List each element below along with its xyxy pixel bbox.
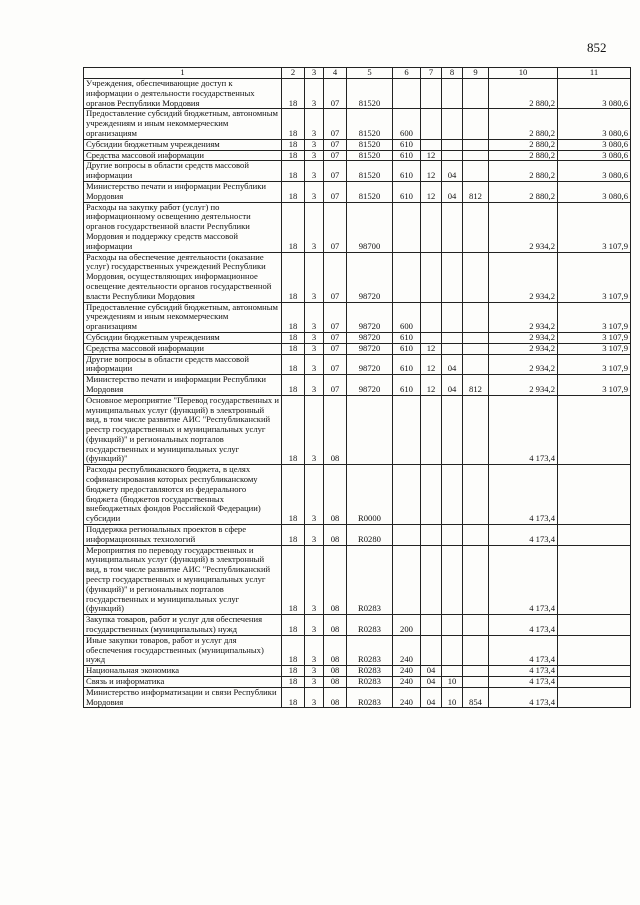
amount-2020-cell xyxy=(558,395,631,465)
amount-2019-cell: 4 173,4 xyxy=(489,545,558,615)
item-name-cell: Учреждения, обеспечивающие доступ к информации о деятельности государственных органов Республики Мордовия xyxy=(84,79,282,109)
item-name-cell: Связь и информатика xyxy=(84,677,282,688)
subsection-cell: 04 xyxy=(442,181,463,202)
amount-2019-cell: 4 173,4 xyxy=(489,687,558,708)
amount-2019-cell: 2 934,2 xyxy=(489,252,558,302)
section-cell: 12 xyxy=(421,181,442,202)
column-header: 7 xyxy=(421,68,442,79)
table-row xyxy=(84,109,631,139)
page-number: 852 xyxy=(587,40,607,55)
item-name-cell: Расходы на обеспечение деятельности (оказание услуг) государственных учреждений Республики Мордовия, осуществляющих информационное освещение деятельности органов государственной власти Республики Мордовия xyxy=(84,252,282,302)
amount-2020-cell: 3 107,9 xyxy=(558,202,631,252)
budget-table xyxy=(83,67,631,708)
amount-2019-cell: 2 880,2 xyxy=(489,79,558,109)
table-row xyxy=(84,677,631,688)
table-row xyxy=(84,252,631,302)
col-2-cell: 18 xyxy=(282,635,305,665)
column-header: 4 xyxy=(324,68,347,79)
section-cell xyxy=(421,525,442,546)
expense-type-cell: 200 xyxy=(393,615,421,636)
subsection-cell: 10 xyxy=(442,677,463,688)
section-cell xyxy=(421,545,442,615)
table-row xyxy=(84,161,631,182)
col-3-cell: 3 xyxy=(305,150,324,161)
amount-2020-cell: 3 107,9 xyxy=(558,375,631,396)
table-row xyxy=(84,666,631,677)
item-name-cell: Национальная экономика xyxy=(84,666,282,677)
subsection-cell xyxy=(442,332,463,343)
col-3-cell: 3 xyxy=(305,354,324,375)
ministry-code-cell: 812 xyxy=(463,181,489,202)
col-4-cell: 07 xyxy=(324,139,347,150)
subsection-cell xyxy=(442,395,463,465)
section-cell: 04 xyxy=(421,666,442,677)
subsection-cell xyxy=(442,79,463,109)
ministry-code-cell xyxy=(463,525,489,546)
col-4-cell: 07 xyxy=(324,150,347,161)
subsection-cell xyxy=(442,525,463,546)
expense-type-cell: 240 xyxy=(393,677,421,688)
col-2-cell: 18 xyxy=(282,343,305,354)
col-3-cell: 3 xyxy=(305,375,324,396)
item-name-cell: Субсидии бюджетным учреждениям xyxy=(84,332,282,343)
col-2-cell: 18 xyxy=(282,109,305,139)
section-cell: 12 xyxy=(421,375,442,396)
col-4-cell: 08 xyxy=(324,666,347,677)
table-row xyxy=(84,343,631,354)
table-row xyxy=(84,375,631,396)
subsection-cell xyxy=(442,343,463,354)
col-3-cell: 3 xyxy=(305,332,324,343)
target-code-cell: 98720 xyxy=(347,302,393,332)
expense-type-cell: 610 xyxy=(393,375,421,396)
target-code-cell: R0283 xyxy=(347,677,393,688)
expense-type-cell xyxy=(393,252,421,302)
col-2-cell: 18 xyxy=(282,687,305,708)
col-4-cell: 07 xyxy=(324,181,347,202)
col-3-cell: 3 xyxy=(305,343,324,354)
table-row xyxy=(84,302,631,332)
col-2-cell: 18 xyxy=(282,465,305,525)
amount-2020-cell: 3 107,9 xyxy=(558,252,631,302)
col-2-cell: 18 xyxy=(282,677,305,688)
amount-2020-cell: 3 107,9 xyxy=(558,354,631,375)
amount-2020-cell xyxy=(558,687,631,708)
target-code-cell: 98720 xyxy=(347,343,393,354)
expense-type-cell: 240 xyxy=(393,635,421,665)
col-4-cell: 08 xyxy=(324,635,347,665)
expense-type-cell xyxy=(393,79,421,109)
col-2-cell: 18 xyxy=(282,79,305,109)
section-cell xyxy=(421,302,442,332)
amount-2020-cell: 3 080,6 xyxy=(558,109,631,139)
table-body xyxy=(84,79,631,708)
ministry-code-cell xyxy=(463,252,489,302)
col-4-cell: 07 xyxy=(324,109,347,139)
amount-2020-cell xyxy=(558,525,631,546)
item-name-cell: Министерство печати и информации Республики Мордовия xyxy=(84,181,282,202)
col-2-cell: 18 xyxy=(282,150,305,161)
col-2-cell: 18 xyxy=(282,615,305,636)
col-4-cell: 07 xyxy=(324,354,347,375)
amount-2019-cell: 2 934,2 xyxy=(489,202,558,252)
expense-type-cell: 610 xyxy=(393,343,421,354)
table-row xyxy=(84,545,631,615)
column-header: 10 xyxy=(489,68,558,79)
item-name-cell: Министерство печати и информации Республики Мордовия xyxy=(84,375,282,396)
target-code-cell: 81520 xyxy=(347,150,393,161)
section-cell xyxy=(421,465,442,525)
section-cell: 12 xyxy=(421,161,442,182)
amount-2020-cell: 3 080,6 xyxy=(558,150,631,161)
subsection-cell xyxy=(442,252,463,302)
amount-2020-cell xyxy=(558,545,631,615)
item-name-cell: Закупка товаров, работ и услуг для обеспечения государственных (муниципальных) нужд xyxy=(84,615,282,636)
column-header: 8 xyxy=(442,68,463,79)
target-code-cell: R0280 xyxy=(347,525,393,546)
subsection-cell xyxy=(442,109,463,139)
col-2-cell: 18 xyxy=(282,354,305,375)
col-4-cell: 07 xyxy=(324,202,347,252)
target-code-cell: 98720 xyxy=(347,354,393,375)
target-code-cell xyxy=(347,395,393,465)
table-row xyxy=(84,139,631,150)
col-3-cell: 3 xyxy=(305,252,324,302)
ministry-code-cell xyxy=(463,202,489,252)
col-4-cell: 07 xyxy=(324,79,347,109)
section-cell xyxy=(421,139,442,150)
ministry-code-cell: 854 xyxy=(463,687,489,708)
item-name-cell: Расходы республиканского бюджета, в целях софинансирования которых республиканскому бюджету предоставляются из федерального бюджета (бюджетов государственных внебюджетных фондов Российской Федерации) субсидии xyxy=(84,465,282,525)
expense-type-cell: 240 xyxy=(393,666,421,677)
section-cell: 12 xyxy=(421,354,442,375)
col-3-cell: 3 xyxy=(305,181,324,202)
expense-type-cell xyxy=(393,202,421,252)
subsection-cell xyxy=(442,545,463,615)
section-cell: 04 xyxy=(421,677,442,688)
amount-2020-cell: 3 080,6 xyxy=(558,181,631,202)
subsection-cell xyxy=(442,666,463,677)
col-3-cell: 3 xyxy=(305,395,324,465)
col-4-cell: 07 xyxy=(324,252,347,302)
target-code-cell: 98700 xyxy=(347,202,393,252)
target-code-cell: R0283 xyxy=(347,545,393,615)
item-name-cell: Средства массовой информации xyxy=(84,343,282,354)
col-2-cell: 18 xyxy=(282,252,305,302)
item-name-cell: Предоставление субсидий бюджетным, автономным учреждениям и иным некоммерческим организациям xyxy=(84,302,282,332)
col-3-cell: 3 xyxy=(305,666,324,677)
col-4-cell: 08 xyxy=(324,525,347,546)
table-row xyxy=(84,181,631,202)
amount-2020-cell xyxy=(558,677,631,688)
target-code-cell: 98720 xyxy=(347,252,393,302)
item-name-cell: Предоставление субсидий бюджетным, автономным учреждениям и иным некоммерческим организациям xyxy=(84,109,282,139)
column-header: 2 xyxy=(282,68,305,79)
expense-type-cell: 610 xyxy=(393,332,421,343)
col-4-cell: 07 xyxy=(324,343,347,354)
col-3-cell: 3 xyxy=(305,139,324,150)
col-2-cell: 18 xyxy=(282,161,305,182)
subsection-cell xyxy=(442,635,463,665)
ministry-code-cell xyxy=(463,354,489,375)
expense-type-cell xyxy=(393,465,421,525)
expense-type-cell: 610 xyxy=(393,354,421,375)
expense-type-cell xyxy=(393,525,421,546)
target-code-cell: R0000 xyxy=(347,465,393,525)
column-header: 3 xyxy=(305,68,324,79)
col-4-cell: 08 xyxy=(324,545,347,615)
expense-type-cell: 610 xyxy=(393,150,421,161)
col-3-cell: 3 xyxy=(305,109,324,139)
expense-type-cell: 610 xyxy=(393,161,421,182)
item-name-cell: Мероприятия по переводу государственных и муниципальных услуг (функций) в электронный вид, в том числе развитие АИС "Республиканский реестр государственных и муниципальных услуг (функций)" и региональных порталов государственных и муниципальных услуг (функций) xyxy=(84,545,282,615)
col-3-cell: 3 xyxy=(305,545,324,615)
col-3-cell: 3 xyxy=(305,161,324,182)
ministry-code-cell xyxy=(463,465,489,525)
table-row xyxy=(84,687,631,708)
ministry-code-cell xyxy=(463,395,489,465)
target-code-cell: 81520 xyxy=(347,181,393,202)
col-2-cell: 18 xyxy=(282,525,305,546)
column-header: 9 xyxy=(463,68,489,79)
amount-2019-cell: 2 880,2 xyxy=(489,150,558,161)
column-header: 1 xyxy=(84,68,282,79)
subsection-cell xyxy=(442,202,463,252)
section-cell xyxy=(421,332,442,343)
section-cell xyxy=(421,202,442,252)
table-row xyxy=(84,332,631,343)
col-4-cell: 07 xyxy=(324,302,347,332)
col-2-cell: 18 xyxy=(282,181,305,202)
ministry-code-cell xyxy=(463,139,489,150)
item-name-cell: Расходы на закупку работ (услуг) по информационному освещению деятельности органов государственной власти Республики Мордовия и поддержку средств массовой информации xyxy=(84,202,282,252)
col-3-cell: 3 xyxy=(305,525,324,546)
expense-type-cell xyxy=(393,545,421,615)
expense-type-cell: 240 xyxy=(393,687,421,708)
subsection-cell xyxy=(442,302,463,332)
target-code-cell: R0283 xyxy=(347,666,393,677)
section-cell: 12 xyxy=(421,150,442,161)
ministry-code-cell xyxy=(463,150,489,161)
column-header: 6 xyxy=(393,68,421,79)
target-code-cell: 81520 xyxy=(347,79,393,109)
amount-2019-cell: 4 173,4 xyxy=(489,395,558,465)
subsection-cell: 04 xyxy=(442,354,463,375)
col-4-cell: 08 xyxy=(324,465,347,525)
expense-type-cell: 600 xyxy=(393,302,421,332)
amount-2019-cell: 2 934,2 xyxy=(489,332,558,343)
target-code-cell: R0283 xyxy=(347,635,393,665)
amount-2020-cell: 3 107,9 xyxy=(558,332,631,343)
item-name-cell: Субсидии бюджетным учреждениям xyxy=(84,139,282,150)
section-cell: 12 xyxy=(421,343,442,354)
col-4-cell: 07 xyxy=(324,332,347,343)
ministry-code-cell xyxy=(463,615,489,636)
table-row xyxy=(84,79,631,109)
table-row xyxy=(84,615,631,636)
header-row xyxy=(84,68,631,79)
amount-2019-cell: 2 934,2 xyxy=(489,302,558,332)
subsection-cell xyxy=(442,615,463,636)
table-row xyxy=(84,395,631,465)
table-row xyxy=(84,465,631,525)
amount-2019-cell: 4 173,4 xyxy=(489,666,558,677)
item-name-cell: Основное мероприятие "Перевод государственных и муниципальных услуг (функций) в электронный вид, в том числе развитие АИС "Республиканский реестр государственных и муниципальных услуг (функций)" и региональных порталов государственных и муниципальных услуг (функций)" xyxy=(84,395,282,465)
expense-type-cell: 600 xyxy=(393,109,421,139)
subsection-cell xyxy=(442,139,463,150)
section-cell xyxy=(421,635,442,665)
col-3-cell: 3 xyxy=(305,687,324,708)
amount-2019-cell: 4 173,4 xyxy=(489,677,558,688)
amount-2019-cell: 4 173,4 xyxy=(489,525,558,546)
ministry-code-cell xyxy=(463,109,489,139)
expense-type-cell: 610 xyxy=(393,139,421,150)
amount-2019-cell: 2 880,2 xyxy=(489,161,558,182)
table-row xyxy=(84,202,631,252)
target-code-cell: 98720 xyxy=(347,332,393,343)
amount-2020-cell xyxy=(558,635,631,665)
section-cell: 04 xyxy=(421,687,442,708)
section-cell xyxy=(421,395,442,465)
amount-2020-cell: 3 080,6 xyxy=(558,161,631,182)
item-name-cell: Иные закупки товаров, работ и услуг для обеспечения государственных (муниципальных) нужд xyxy=(84,635,282,665)
target-code-cell: R0283 xyxy=(347,687,393,708)
ministry-code-cell: 812 xyxy=(463,375,489,396)
amount-2019-cell: 2 880,2 xyxy=(489,181,558,202)
section-cell xyxy=(421,109,442,139)
col-3-cell: 3 xyxy=(305,635,324,665)
col-3-cell: 3 xyxy=(305,615,324,636)
col-4-cell: 08 xyxy=(324,615,347,636)
col-2-cell: 18 xyxy=(282,139,305,150)
amount-2020-cell: 3 107,9 xyxy=(558,302,631,332)
amount-2019-cell: 4 173,4 xyxy=(489,615,558,636)
table-row xyxy=(84,354,631,375)
section-cell xyxy=(421,615,442,636)
amount-2019-cell: 2 934,2 xyxy=(489,354,558,375)
target-code-cell: 98720 xyxy=(347,375,393,396)
item-name-cell: Средства массовой информации xyxy=(84,150,282,161)
section-cell xyxy=(421,252,442,302)
item-name-cell: Другие вопросы в области средств массовой информации xyxy=(84,354,282,375)
col-4-cell: 08 xyxy=(324,677,347,688)
amount-2020-cell: 3 107,9 xyxy=(558,343,631,354)
col-3-cell: 3 xyxy=(305,465,324,525)
col-2-cell: 18 xyxy=(282,395,305,465)
amount-2019-cell: 2 880,2 xyxy=(489,139,558,150)
amount-2019-cell: 2 934,2 xyxy=(489,375,558,396)
col-4-cell: 08 xyxy=(324,687,347,708)
col-3-cell: 3 xyxy=(305,677,324,688)
amount-2019-cell: 4 173,4 xyxy=(489,465,558,525)
amount-2020-cell xyxy=(558,615,631,636)
amount-2019-cell: 2 880,2 xyxy=(489,109,558,139)
table-row xyxy=(84,635,631,665)
col-3-cell: 3 xyxy=(305,79,324,109)
expense-type-cell xyxy=(393,395,421,465)
ministry-code-cell xyxy=(463,332,489,343)
col-2-cell: 18 xyxy=(282,302,305,332)
subsection-cell xyxy=(442,150,463,161)
subsection-cell: 04 xyxy=(442,375,463,396)
item-name-cell: Другие вопросы в области средств массовой информации xyxy=(84,161,282,182)
item-name-cell: Министерство информатизации и связи Республики Мордовия xyxy=(84,687,282,708)
ministry-code-cell xyxy=(463,545,489,615)
table-row xyxy=(84,525,631,546)
item-name-cell: Поддержка региональных проектов в сфере информационных технологий xyxy=(84,525,282,546)
amount-2020-cell xyxy=(558,666,631,677)
expense-type-cell: 610 xyxy=(393,181,421,202)
col-2-cell: 18 xyxy=(282,202,305,252)
col-2-cell: 18 xyxy=(282,332,305,343)
ministry-code-cell xyxy=(463,666,489,677)
amount-2019-cell: 4 173,4 xyxy=(489,635,558,665)
col-3-cell: 3 xyxy=(305,202,324,252)
target-code-cell: 81520 xyxy=(347,139,393,150)
ministry-code-cell xyxy=(463,302,489,332)
target-code-cell: R0283 xyxy=(347,615,393,636)
col-4-cell: 07 xyxy=(324,375,347,396)
table-row xyxy=(84,150,631,161)
ministry-code-cell xyxy=(463,161,489,182)
subsection-cell: 04 xyxy=(442,161,463,182)
column-header: 11 xyxy=(558,68,631,79)
ministry-code-cell xyxy=(463,343,489,354)
subsection-cell: 10 xyxy=(442,687,463,708)
col-4-cell: 08 xyxy=(324,395,347,465)
target-code-cell: 81520 xyxy=(347,109,393,139)
col-2-cell: 18 xyxy=(282,666,305,677)
col-4-cell: 07 xyxy=(324,161,347,182)
amount-2019-cell: 2 934,2 xyxy=(489,343,558,354)
amount-2020-cell xyxy=(558,465,631,525)
col-2-cell: 18 xyxy=(282,545,305,615)
subsection-cell xyxy=(442,465,463,525)
ministry-code-cell xyxy=(463,79,489,109)
target-code-cell: 81520 xyxy=(347,161,393,182)
col-3-cell: 3 xyxy=(305,302,324,332)
ministry-code-cell xyxy=(463,635,489,665)
section-cell xyxy=(421,79,442,109)
amount-2020-cell: 3 080,6 xyxy=(558,139,631,150)
col-2-cell: 18 xyxy=(282,375,305,396)
amount-2020-cell: 3 080,6 xyxy=(558,79,631,109)
ministry-code-cell xyxy=(463,677,489,688)
column-header: 5 xyxy=(347,68,393,79)
